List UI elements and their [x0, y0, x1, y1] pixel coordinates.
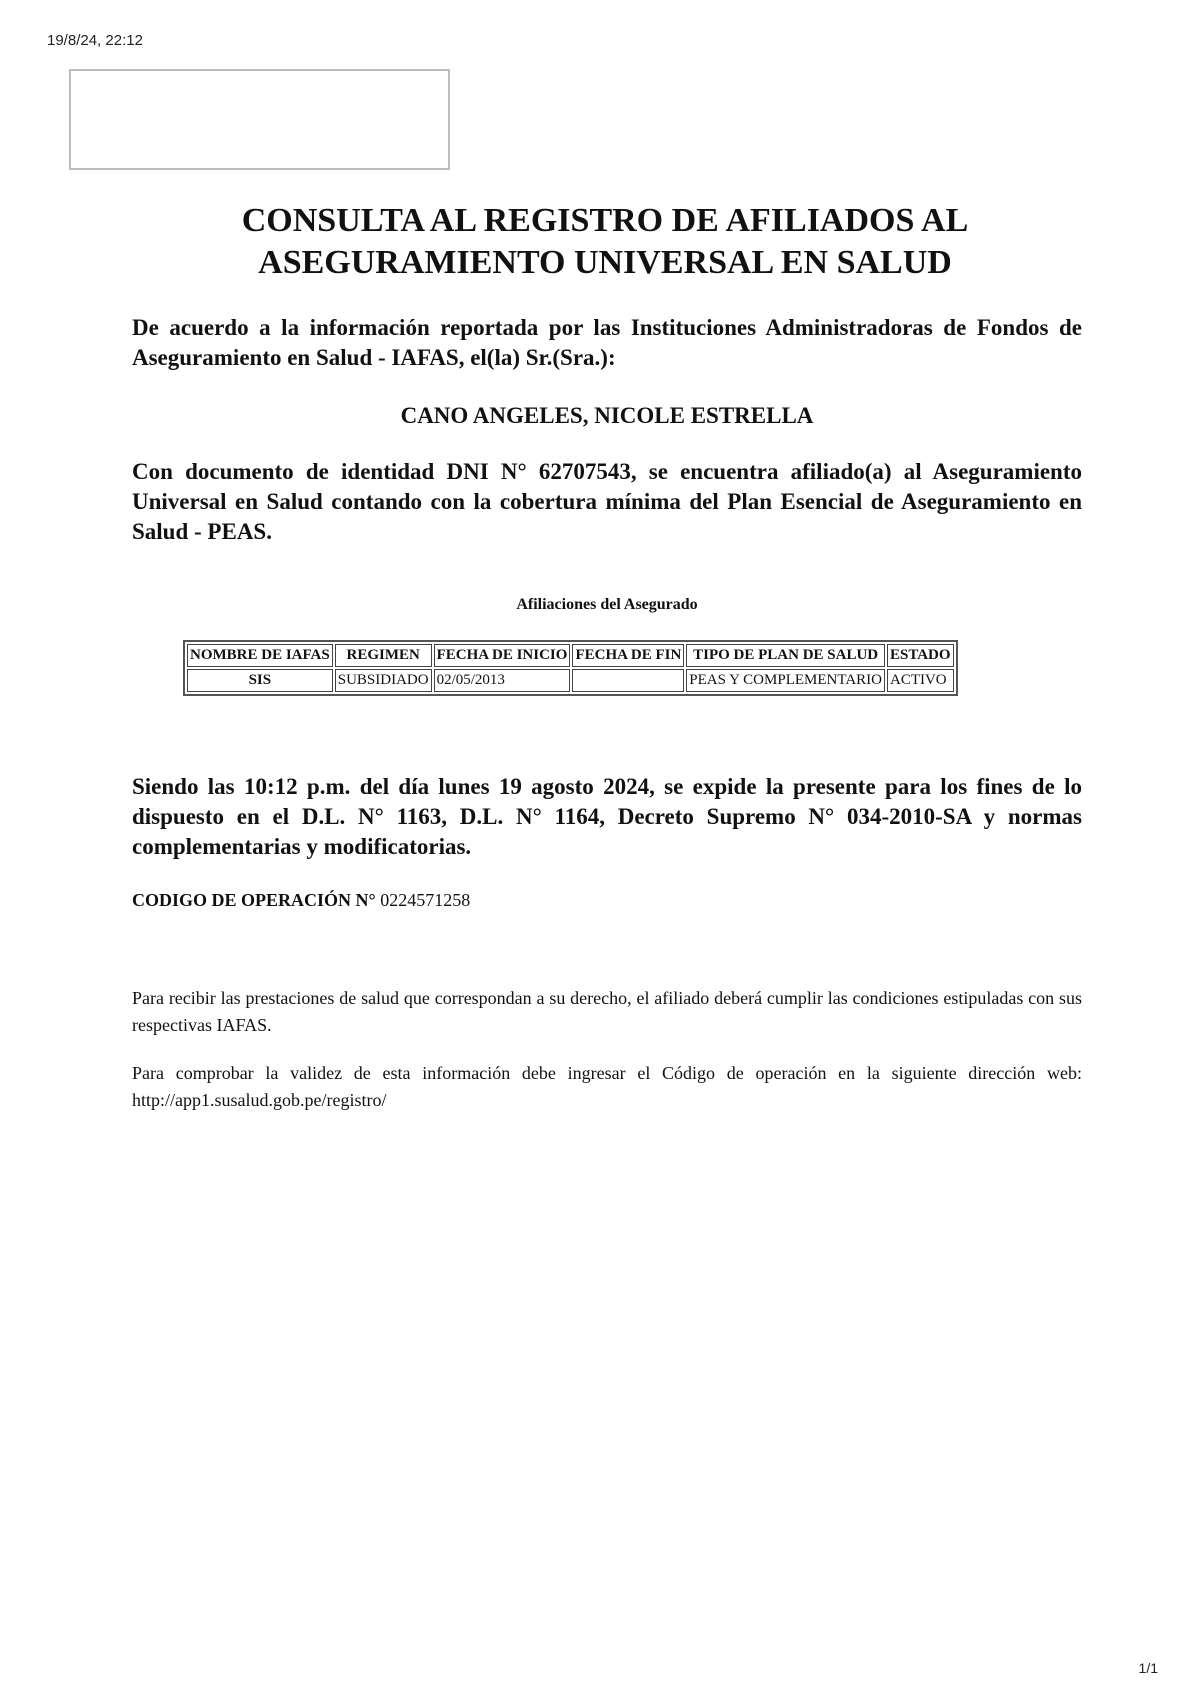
column-header: REGIMEN [335, 644, 432, 667]
document-title [130, 200, 1080, 284]
table-cell-regimen: SUBSIDIADO [335, 669, 432, 692]
column-header: NOMBRE DE IAFAS [187, 644, 333, 667]
column-header: FECHA DE FIN [572, 644, 684, 667]
title-line-2: ASEGURAMIENTO UNIVERSAL EN SALUD [258, 244, 952, 281]
column-header: TIPO DE PLAN DE SALUD [686, 644, 885, 667]
identity-paragraph [132, 457, 1082, 547]
page-number: 1/1 [1138, 1660, 1158, 1676]
issue-paragraph: Siendo las 10:12 p.m. del día lunes 19 agosto 2024, se expide la presente para los fines de lo dispuesto en el D.L. N° 1163, D.L. N° 1164, Decreto Supremo N° 034-2010-SA y normas complementarias y modificatorias. [132, 774, 1082, 859]
table-header-row [187, 644, 954, 667]
table-cell-end-date [572, 669, 684, 692]
validation-note: Para comprobar la validez de esta información debe ingresar el Código de operación en la siguiente dirección web: http://app1.susalud.gob.pe/registro/ [132, 1063, 1082, 1110]
table-cell-iafas: SIS [187, 669, 333, 692]
table-cell-status: ACTIVO [887, 669, 954, 692]
affiliations-table [183, 640, 958, 696]
table-row [187, 669, 954, 692]
operation-code-value: 0224571258 [380, 890, 471, 910]
identity-text-after: , se encuentra afiliado(a) al Aseguramiento Universal en Salud contando con la cobertura mínima del Plan Esencial de Aseguramiento en Salud - PEAS. [132, 459, 1083, 544]
column-header: ESTADO [887, 644, 954, 667]
dni-number: DNI N° 62707543 [446, 459, 631, 484]
title-line-1: CONSULTA AL REGISTRO DE AFILIADOS AL [241, 202, 969, 239]
print-datetime: 19/8/24, 22:12 [47, 32, 143, 49]
table-caption: Afiliaciones del Asegurado [516, 596, 698, 613]
logo-placeholder [69, 69, 450, 170]
operation-code-line [132, 890, 1082, 911]
intro-paragraph: De acuerdo a la información reportada por las Instituciones Administradoras de Fondos de Aseguramiento en Salud - IAFAS, el(la) Sr.(Sra.): [132, 315, 1082, 370]
column-header: FECHA DE INICIO [434, 644, 571, 667]
benefits-note: Para recibir las prestaciones de salud que correspondan a su derecho, el afiliado deberá cumplir las condiciones estipuladas con sus respectivas IAFAS. [132, 988, 1082, 1035]
table-cell-start-date: 02/05/2013 [434, 669, 571, 692]
affiliate-name: CANO ANGELES, NICOLE ESTRELLA [400, 403, 814, 428]
identity-text-before: Con documento de identidad [132, 459, 447, 484]
operation-code-label: CODIGO DE OPERACIÓN N° [132, 890, 376, 910]
table-cell-plan-type: PEAS Y COMPLEMENTARIO [686, 669, 885, 692]
